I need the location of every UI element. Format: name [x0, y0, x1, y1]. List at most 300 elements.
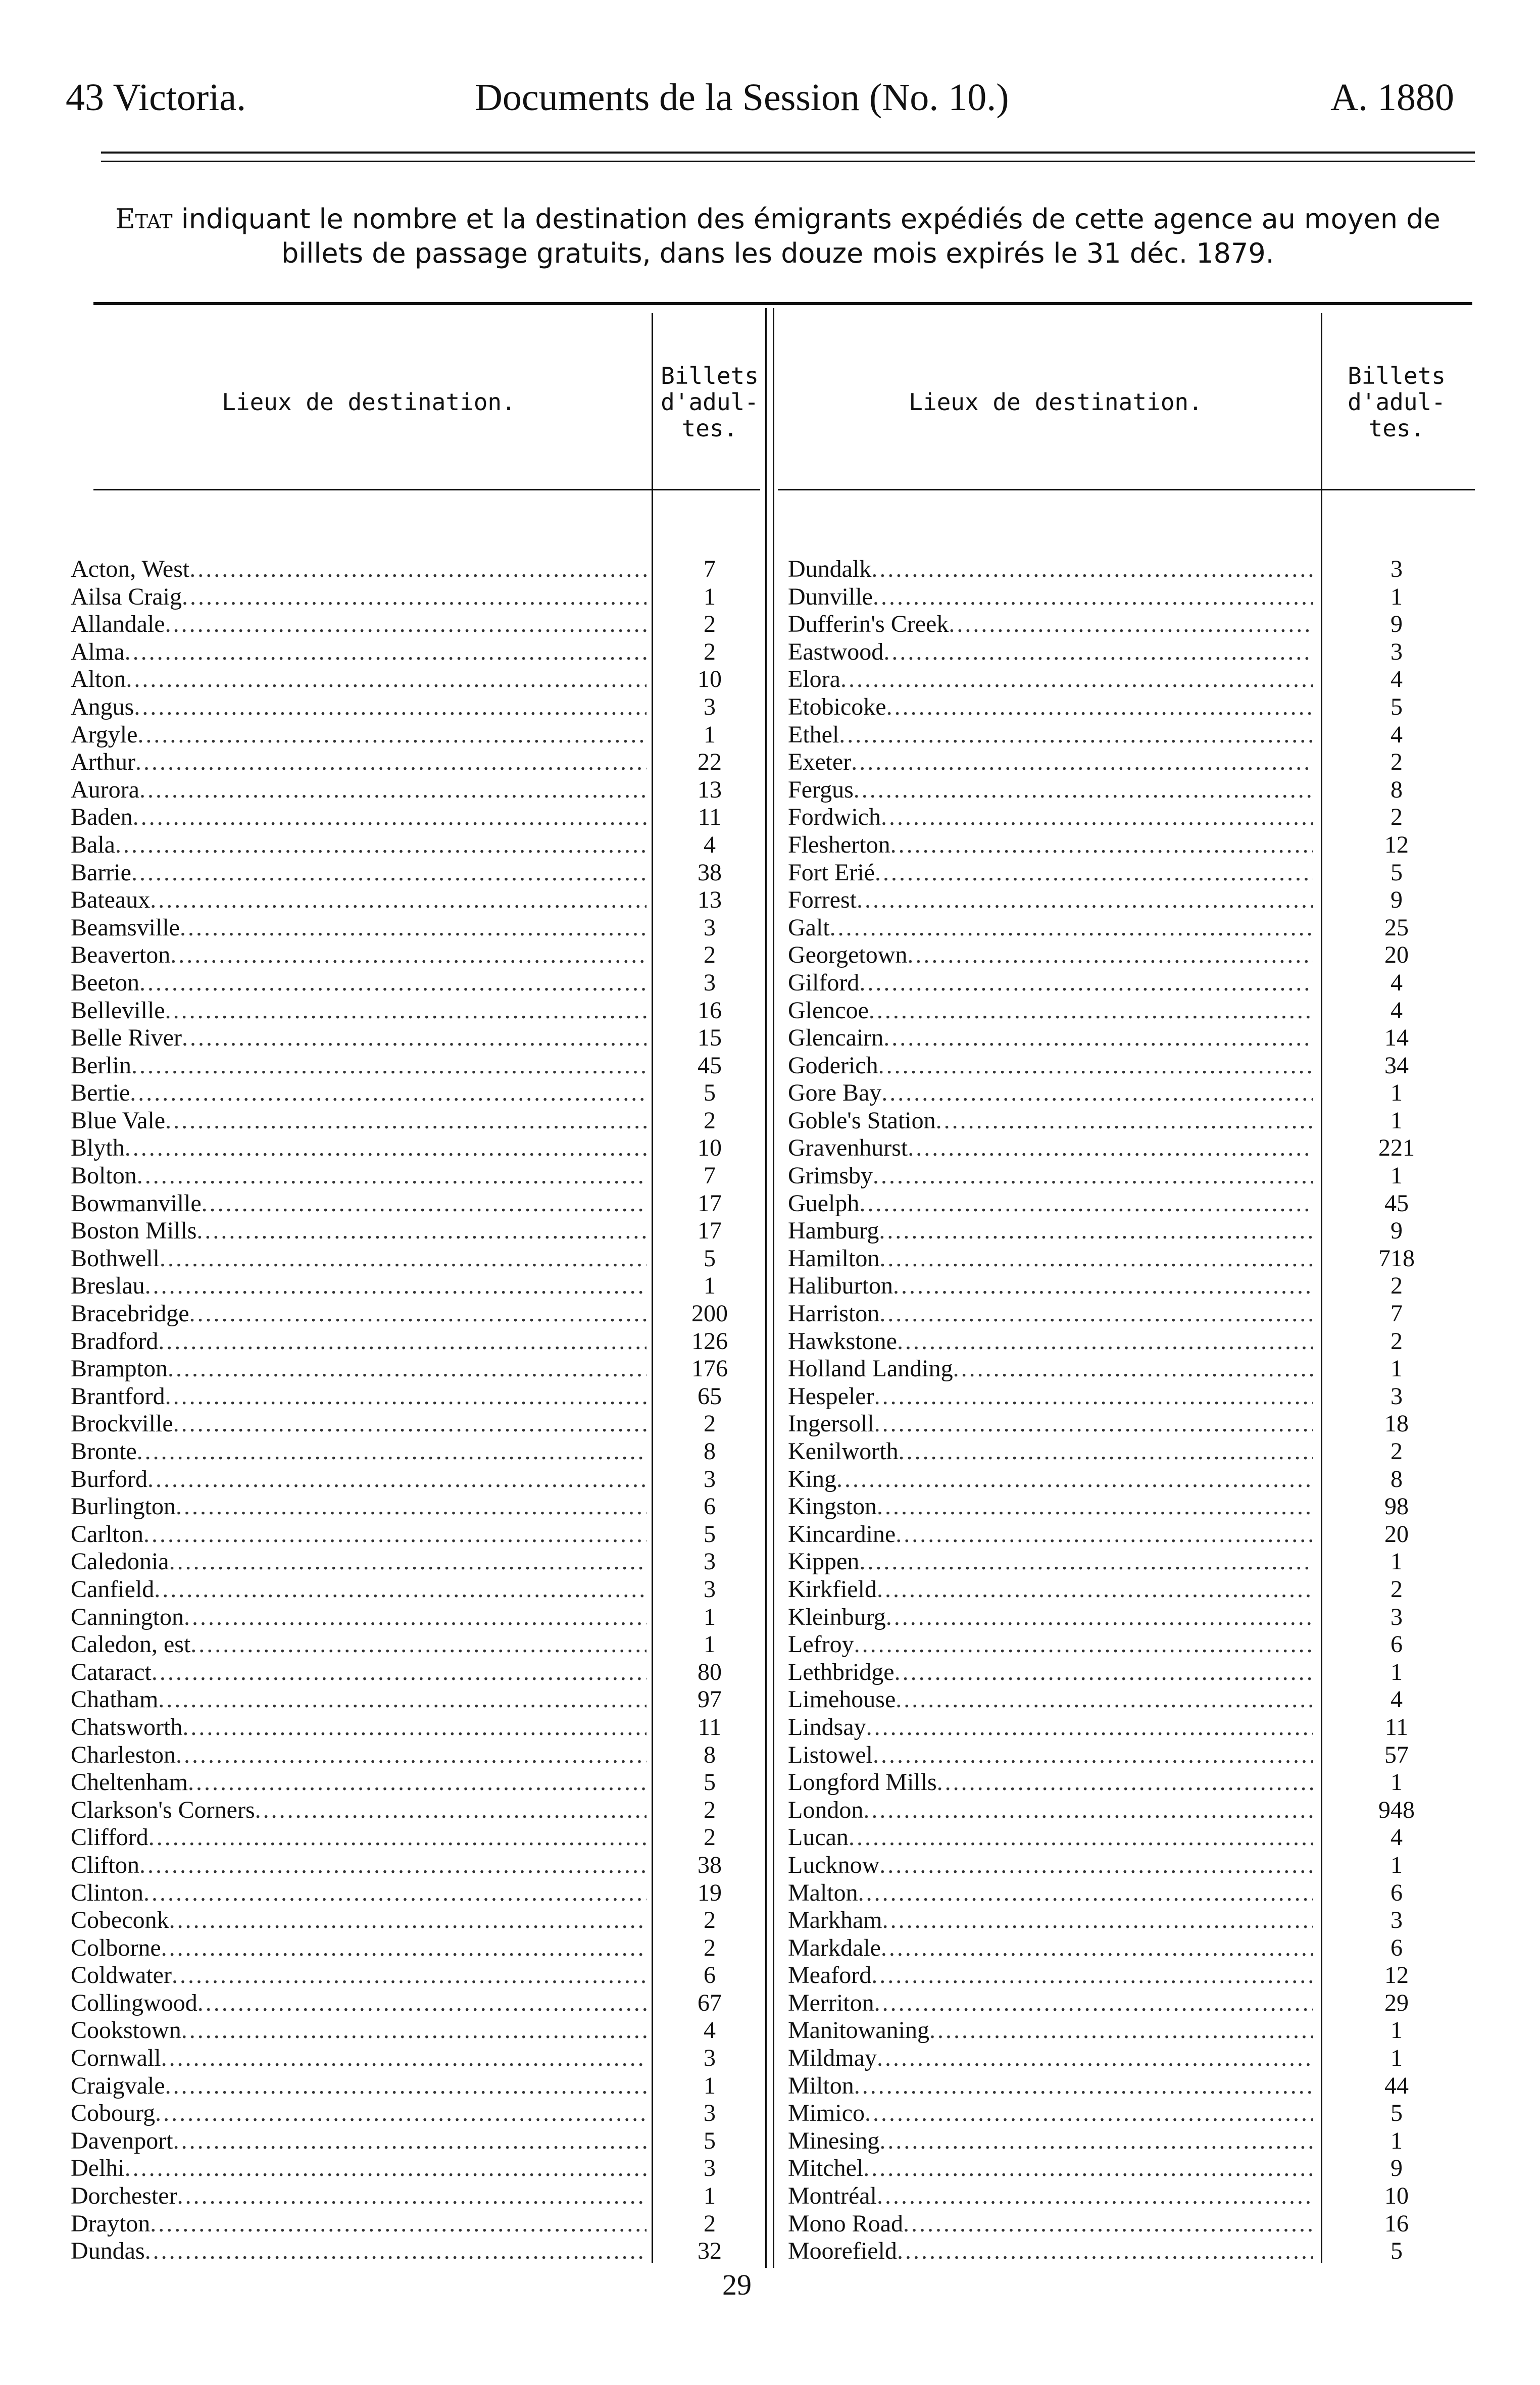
- adult-ticket-count: 10: [1384, 2182, 1409, 2210]
- table-row: [788, 1742, 1313, 1769]
- place-name: Brampton: [71, 1355, 168, 1382]
- dot-leader: [181, 2017, 647, 2045]
- table-row: [788, 1107, 1313, 1135]
- table-row: [71, 1024, 647, 1052]
- dot-leader: [147, 1466, 647, 1494]
- place-name: Craigvale: [71, 2072, 165, 2099]
- table-row: [788, 1328, 1313, 1356]
- table-row: [788, 997, 1313, 1025]
- place-name: Burlington: [71, 1493, 176, 1520]
- dot-leader: [897, 2238, 1313, 2265]
- table-row: [71, 2072, 647, 2100]
- place-name: Belle River: [71, 1024, 182, 1052]
- dot-leader: [125, 2155, 647, 2182]
- table-row: [788, 1134, 1313, 1162]
- dot-leader: [135, 749, 647, 776]
- place-name: Harriston: [788, 1300, 880, 1327]
- adult-ticket-count: 11: [698, 804, 722, 831]
- dot-leader: [202, 1190, 647, 1218]
- dot-leader: [137, 1438, 647, 1466]
- dot-leader: [929, 2017, 1313, 2045]
- header-place-right: Lieux de destination.: [909, 388, 1203, 416]
- dot-leader: [875, 859, 1313, 887]
- dot-leader: [154, 1576, 647, 1604]
- place-name: Cobeconk: [71, 1907, 169, 1934]
- place-name: Lindsay: [788, 1713, 866, 1741]
- dot-leader: [255, 1797, 647, 1824]
- dot-leader: [158, 1686, 647, 1714]
- dot-leader: [869, 997, 1313, 1025]
- place-name: Boston Mills: [71, 1217, 197, 1245]
- title-text: indiquant le nombre et la destination des émigrants expédiés de cette agence au moyen de billets de passage gratuits, dans les douze mois expirés le 31 déc. 1879.: [181, 203, 1440, 269]
- place-name: London: [788, 1796, 864, 1823]
- place-name: Cobourg: [71, 2100, 156, 2127]
- place-name: Angus: [71, 693, 134, 720]
- place-name: Haliburton: [788, 1272, 893, 1300]
- table-row: [788, 2182, 1313, 2210]
- adult-ticket-count: 9: [1390, 886, 1403, 914]
- dot-leader: [873, 583, 1313, 611]
- dot-leader: [160, 1245, 647, 1273]
- adult-ticket-count: 3: [1390, 638, 1403, 665]
- place-name: Coldwater: [71, 1962, 172, 1989]
- dot-leader: [854, 776, 1313, 804]
- header-count-right: Billets d'adul- tes.: [1348, 362, 1446, 442]
- left-place-list: [71, 556, 647, 2265]
- table-row: [71, 1769, 647, 1797]
- adult-ticket-count: 8: [704, 1438, 716, 1465]
- dot-leader: [126, 666, 647, 693]
- dot-leader: [137, 1162, 647, 1190]
- table-row: [788, 941, 1313, 969]
- table-row: [71, 1272, 647, 1300]
- adult-ticket-count: 8: [1390, 1465, 1403, 1493]
- adult-ticket-count: 6: [1390, 1879, 1403, 1906]
- adult-ticket-count: 1: [704, 1603, 716, 1630]
- running-header: [66, 76, 1474, 121]
- dot-leader: [896, 1521, 1313, 1549]
- dot-leader: [158, 1328, 647, 1356]
- place-name: Chatham: [71, 1686, 159, 1713]
- dot-leader: [849, 1824, 1313, 1852]
- adult-ticket-count: 3: [1390, 1382, 1403, 1410]
- dot-leader: [189, 1300, 647, 1328]
- place-name: Dorchester: [71, 2182, 177, 2210]
- dot-leader: [168, 1355, 647, 1383]
- table-row: [788, 2072, 1313, 2100]
- dot-leader: [830, 914, 1313, 942]
- place-name: Meaford: [788, 1962, 872, 1989]
- table-row: [71, 721, 647, 749]
- dot-leader: [903, 2210, 1313, 2238]
- place-name: Lethbridge: [788, 1658, 895, 1685]
- table-row: [71, 1604, 647, 1631]
- table-row: [788, 1245, 1313, 1273]
- table-row: [71, 1714, 647, 1742]
- table-row: [788, 1052, 1313, 1080]
- table-row: [788, 1797, 1313, 1824]
- adult-ticket-count: 9: [1390, 1217, 1403, 1245]
- table-row: [71, 941, 647, 969]
- table-row: [71, 1879, 647, 1907]
- place-name: Kenilworth: [788, 1438, 899, 1465]
- place-name: Montréal: [788, 2182, 877, 2210]
- dot-leader: [145, 1272, 647, 1300]
- table-row: [788, 1024, 1313, 1052]
- table-row: [788, 556, 1313, 583]
- adult-ticket-count: 3: [1390, 1907, 1403, 1934]
- dot-leader: [865, 2100, 1313, 2127]
- dot-leader: [877, 1493, 1313, 1521]
- dot-leader: [182, 583, 647, 611]
- table-row: [71, 1990, 647, 2017]
- adult-ticket-count: 4: [704, 831, 716, 858]
- table-row: [71, 583, 647, 611]
- adult-ticket-count: 2: [704, 611, 716, 638]
- adult-ticket-count: 1: [1390, 1548, 1403, 1575]
- adult-ticket-count: 8: [704, 1741, 716, 1768]
- dot-leader: [169, 1548, 647, 1576]
- place-name: Bothwell: [71, 1245, 160, 1272]
- place-name: Manitowaning: [788, 2017, 929, 2044]
- header-rule-top: [101, 152, 1475, 154]
- place-name: Lucknow: [788, 1851, 880, 1878]
- table-row: [788, 1438, 1313, 1466]
- table-row: [71, 1659, 647, 1686]
- adult-ticket-count: 17: [698, 1189, 722, 1217]
- dot-leader: [896, 1686, 1313, 1714]
- dot-leader: [197, 1990, 647, 2017]
- place-name: Bradford: [71, 1327, 159, 1355]
- place-name: Breslau: [71, 1272, 145, 1300]
- place-name: Merriton: [788, 1989, 874, 2016]
- adult-ticket-count: 1: [704, 721, 716, 748]
- dot-leader: [873, 1742, 1313, 1769]
- table-row: [71, 1107, 647, 1135]
- adult-ticket-count: 25: [1384, 914, 1409, 941]
- table-row: [788, 1824, 1313, 1852]
- place-name: Colborne: [71, 1934, 161, 1961]
- table-row: [71, 693, 647, 721]
- place-name: Beaverton: [71, 941, 171, 969]
- place-name: Longford Mills: [788, 1769, 937, 1796]
- adult-ticket-count: 38: [698, 859, 722, 886]
- dot-leader: [182, 1714, 647, 1742]
- table-row: [71, 1410, 647, 1438]
- dot-leader: [130, 1079, 647, 1107]
- dot-leader: [882, 1907, 1313, 1934]
- table-row: [71, 1797, 647, 1824]
- dot-leader: [836, 1466, 1313, 1494]
- adult-ticket-count: 6: [1390, 1934, 1403, 1961]
- adult-ticket-count: 1: [704, 1631, 716, 1658]
- adult-ticket-count: 1: [1390, 1658, 1403, 1685]
- dot-leader: [139, 1852, 647, 1879]
- adult-ticket-count: 16: [698, 997, 722, 1024]
- adult-ticket-count: 4: [1390, 997, 1403, 1024]
- adult-ticket-count: 5: [1390, 693, 1403, 720]
- adult-ticket-count: 7: [704, 556, 716, 582]
- dot-leader: [899, 1438, 1313, 1466]
- place-name: Burford: [71, 1465, 147, 1493]
- place-name: Mimico: [788, 2100, 865, 2127]
- table-row: [71, 2182, 647, 2210]
- dot-leader: [125, 638, 647, 666]
- place-name: Flesherton: [788, 831, 890, 858]
- adult-ticket-count: 948: [1378, 1796, 1415, 1823]
- place-name: Beamsville: [71, 914, 180, 941]
- dot-leader: [184, 1604, 647, 1631]
- table-row: [71, 1824, 647, 1852]
- place-name: Glencoe: [788, 997, 869, 1024]
- adult-ticket-count: 5: [704, 1769, 716, 1796]
- table-row: [788, 749, 1313, 776]
- place-name: Caledon, est: [71, 1631, 191, 1658]
- adult-ticket-count: 4: [1390, 1686, 1403, 1713]
- dot-leader: [895, 1659, 1313, 1686]
- table-row: [788, 1576, 1313, 1604]
- place-name: Limehouse: [788, 1686, 896, 1713]
- table-row: [788, 721, 1313, 749]
- table-row: [71, 1962, 647, 1990]
- place-name: Dundas: [71, 2238, 145, 2265]
- adult-ticket-count: 5: [704, 1245, 716, 1272]
- place-name: Kippen: [788, 1548, 860, 1575]
- dot-leader: [893, 1272, 1313, 1300]
- table-row: [788, 969, 1313, 997]
- adult-ticket-count: 5: [1390, 2238, 1403, 2265]
- table-row: [788, 2127, 1313, 2155]
- place-name: Kingston: [788, 1493, 877, 1520]
- place-name: Alma: [71, 638, 125, 665]
- table-row: [788, 2210, 1313, 2238]
- table-row: [71, 1548, 647, 1576]
- adult-ticket-count: 5: [1390, 2100, 1403, 2127]
- place-name: Cannington: [71, 1603, 184, 1630]
- place-name: Hespeler: [788, 1382, 874, 1410]
- place-name: Listowel: [788, 1741, 873, 1768]
- adult-ticket-count: 2: [1390, 1272, 1403, 1300]
- adult-ticket-count: 3: [704, 2045, 716, 2072]
- dot-leader: [851, 749, 1313, 776]
- place-name: Kleinburg: [788, 1603, 886, 1630]
- table-row: [788, 1355, 1313, 1383]
- place-name: Malton: [788, 1879, 858, 1906]
- adult-ticket-count: 11: [698, 1713, 722, 1741]
- table-row: [71, 1934, 647, 1962]
- place-name: King: [788, 1465, 836, 1493]
- table-row: [788, 886, 1313, 914]
- table-row: [788, 2045, 1313, 2072]
- table-row: [71, 749, 647, 776]
- table-row: [788, 638, 1313, 666]
- table-row: [788, 804, 1313, 831]
- place-name: Dufferin's Creek: [788, 611, 949, 638]
- table-row: [71, 1631, 647, 1659]
- place-name: Exeter: [788, 749, 852, 776]
- adult-ticket-count: 2: [704, 1796, 716, 1823]
- dot-leader: [134, 693, 647, 721]
- adult-ticket-count: 5: [704, 2127, 716, 2154]
- adult-ticket-count: 1: [1390, 2045, 1403, 2072]
- table-row: [788, 1521, 1313, 1549]
- adult-ticket-count: 15: [698, 1024, 722, 1052]
- adult-ticket-count: 5: [704, 1079, 716, 1107]
- adult-ticket-count: 1: [1390, 2127, 1403, 2154]
- table-row: [71, 1079, 647, 1107]
- dot-leader: [115, 831, 647, 859]
- adult-ticket-count: 3: [704, 1548, 716, 1575]
- table-row: [71, 1328, 647, 1356]
- place-name: Kirkfield: [788, 1575, 877, 1603]
- adult-ticket-count: 12: [1384, 1962, 1409, 1989]
- place-name: Baden: [71, 804, 133, 831]
- place-name: Goble's Station: [788, 1107, 936, 1134]
- dot-leader: [139, 776, 647, 804]
- place-name: Bertie: [71, 1079, 130, 1107]
- place-name: Bateaux: [71, 886, 151, 914]
- adult-ticket-count: 4: [1390, 969, 1403, 996]
- dot-leader: [150, 2210, 647, 2238]
- adult-ticket-count: 1: [1390, 1162, 1403, 1189]
- adult-ticket-count: 8: [1390, 776, 1403, 803]
- table-row: [788, 1383, 1313, 1411]
- place-name: Hawkstone: [788, 1327, 897, 1355]
- table-row: [788, 1990, 1313, 2017]
- table-row: [71, 556, 647, 583]
- place-name: Carlton: [71, 1520, 143, 1548]
- right-count-list: [1326, 556, 1467, 2265]
- dot-leader: [937, 1769, 1313, 1797]
- table-row: [788, 1548, 1313, 1576]
- dot-leader: [858, 1879, 1313, 1907]
- header-year: A. 1880: [1330, 76, 1454, 119]
- table-row: [788, 1934, 1313, 1962]
- dot-leader: [188, 1769, 647, 1797]
- place-name: Fort Erié: [788, 859, 875, 886]
- table-row: [788, 1217, 1313, 1245]
- place-name: Cookstown: [71, 2017, 181, 2044]
- table-row: [788, 1852, 1313, 1879]
- table-row: [71, 1521, 647, 1549]
- dot-leader: [949, 611, 1313, 638]
- table-row: [71, 804, 647, 831]
- adult-ticket-count: 3: [704, 2100, 716, 2127]
- table-row: [71, 638, 647, 666]
- dot-leader: [907, 941, 1313, 969]
- dot-leader: [131, 1052, 647, 1080]
- place-name: Caledonia: [71, 1548, 169, 1575]
- place-name: Georgetown: [788, 941, 908, 969]
- place-name: Clinton: [71, 1879, 144, 1906]
- dot-leader: [143, 1521, 647, 1549]
- place-name: Bracebridge: [71, 1300, 189, 1327]
- table-row: [788, 1907, 1313, 1934]
- adult-ticket-count: 1: [1390, 1107, 1403, 1134]
- adult-ticket-count: 3: [704, 1465, 716, 1493]
- place-name: Ethel: [788, 721, 839, 748]
- dot-leader: [145, 2238, 647, 2265]
- dot-leader: [879, 2127, 1313, 2155]
- adult-ticket-count: 98: [1384, 1493, 1409, 1520]
- dot-leader: [196, 1217, 647, 1245]
- dot-leader: [148, 1824, 647, 1852]
- adult-ticket-count: 32: [698, 2238, 722, 2265]
- dot-leader: [176, 1742, 647, 1769]
- adult-ticket-count: 2: [704, 1907, 716, 1934]
- adult-ticket-count: 2: [704, 2210, 716, 2237]
- place-name: Gore Bay: [788, 1079, 882, 1107]
- place-name: Lucan: [788, 1824, 849, 1851]
- table-row: [71, 2155, 647, 2182]
- adult-ticket-count: 16: [1384, 2210, 1409, 2237]
- table-row: [788, 583, 1313, 611]
- place-name: Allandale: [71, 611, 165, 638]
- dot-leader: [165, 1383, 647, 1411]
- dot-leader: [854, 2072, 1313, 2100]
- table-row: [71, 1355, 647, 1383]
- dot-leader: [840, 666, 1313, 693]
- dot-leader: [173, 2127, 647, 2155]
- adult-ticket-count: 3: [704, 969, 716, 996]
- place-name: Bowmanville: [71, 1189, 202, 1217]
- adult-ticket-count: 1: [704, 2072, 716, 2099]
- adult-ticket-count: 1: [1390, 1079, 1403, 1107]
- table-row: [71, 2017, 647, 2045]
- table-row: [71, 1217, 647, 1245]
- table-row: [788, 2100, 1313, 2127]
- dot-leader: [180, 914, 647, 942]
- place-name: Canfield: [71, 1575, 155, 1603]
- adult-ticket-count: 176: [691, 1355, 728, 1382]
- dot-leader: [152, 1659, 647, 1686]
- table-row: [788, 1079, 1313, 1107]
- adult-ticket-count: 14: [1384, 1024, 1409, 1052]
- adult-ticket-count: 126: [691, 1327, 728, 1355]
- table-row: [788, 914, 1313, 942]
- dot-leader: [161, 1934, 647, 1962]
- adult-ticket-count: 1: [1390, 583, 1403, 610]
- table-row: [788, 666, 1313, 693]
- dot-leader: [873, 1162, 1313, 1190]
- table-row: [71, 1438, 647, 1466]
- place-name: Clifford: [71, 1824, 148, 1851]
- place-name: Cheltenham: [71, 1769, 188, 1796]
- adult-ticket-count: 20: [1384, 1520, 1409, 1548]
- place-name: Mitchel: [788, 2155, 864, 2182]
- place-name: Brantford: [71, 1382, 165, 1410]
- dot-leader: [866, 1714, 1313, 1742]
- table-row: [788, 1962, 1313, 1990]
- adult-ticket-count: 11: [1384, 1713, 1409, 1741]
- adult-ticket-count: 3: [704, 2155, 716, 2182]
- table-row: [788, 1879, 1313, 1907]
- dot-leader: [143, 1879, 647, 1907]
- place-name: Blue Vale: [71, 1107, 166, 1134]
- dot-leader: [877, 2182, 1313, 2210]
- place-name: Clifton: [71, 1851, 140, 1878]
- dot-leader: [863, 2155, 1313, 2182]
- table-row: [788, 1714, 1313, 1742]
- dot-leader: [908, 1134, 1313, 1162]
- dot-leader: [871, 1962, 1313, 1990]
- adult-ticket-count: 13: [698, 776, 722, 803]
- table-top-rule: [93, 302, 1472, 305]
- place-name: Kincardine: [788, 1520, 896, 1548]
- place-name: Fergus: [788, 776, 854, 803]
- dot-leader: [953, 1355, 1313, 1383]
- table-row: [71, 1134, 647, 1162]
